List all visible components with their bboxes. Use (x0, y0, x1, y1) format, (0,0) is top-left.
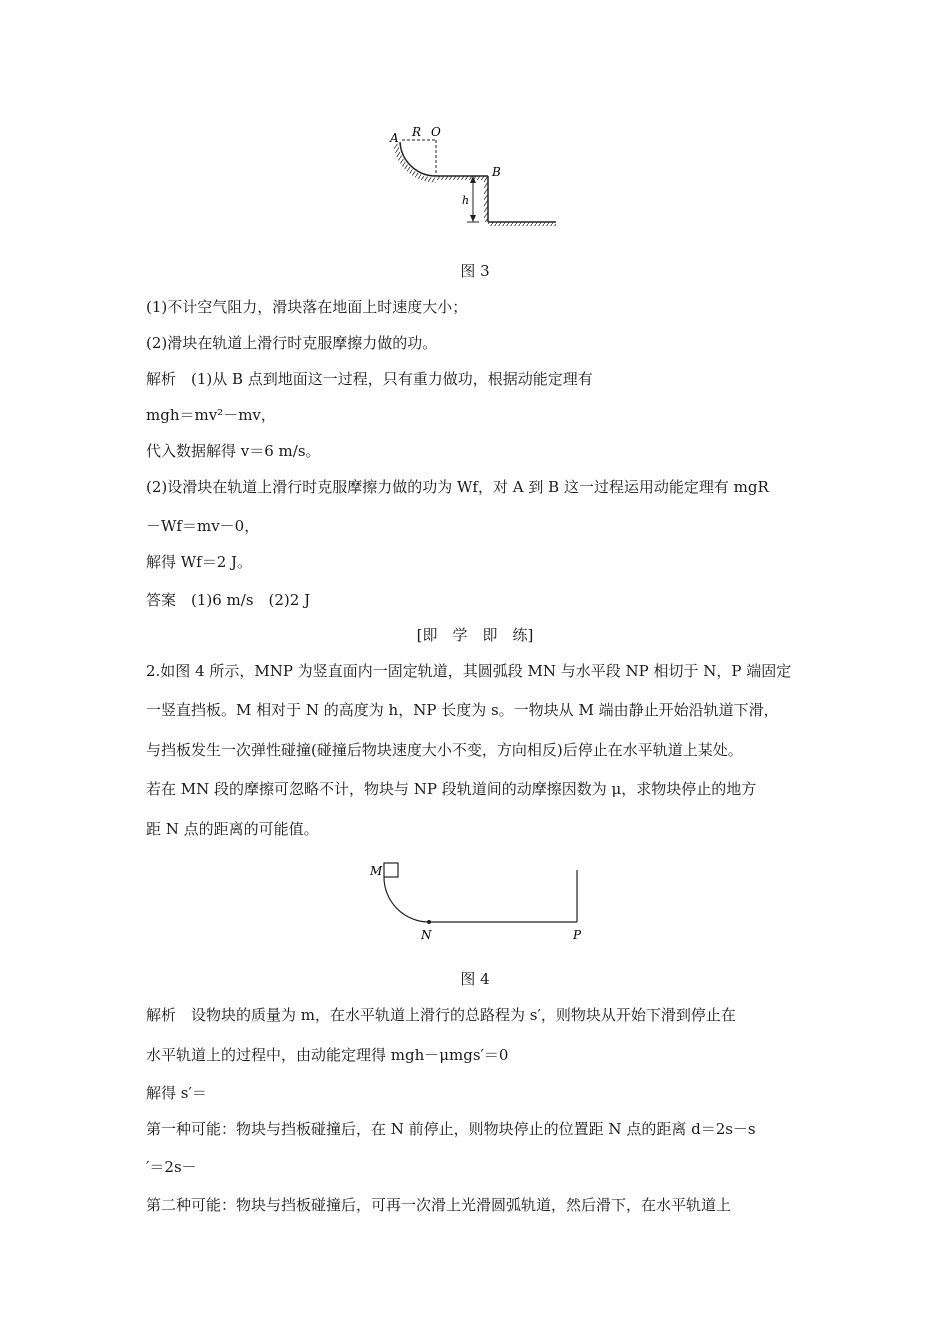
point-N (427, 920, 431, 924)
label-N: N (421, 928, 432, 942)
label-R: R (412, 125, 422, 139)
solution2-line5: ′＝2s－ (146, 1158, 197, 1176)
solution1-line2: mgh＝mv²－mv， (146, 406, 276, 424)
figure-4-caption: 图 4 (460, 970, 490, 988)
solution2-line2: 水平轨道上的过程中，由动能定理得 mgh－μmgs′＝0 (146, 1046, 509, 1064)
solution1-line3: 代入数据解得 v＝6 m/s。 (146, 442, 321, 460)
block (384, 863, 398, 877)
solution1-line5: －Wf＝mv－0， (146, 517, 260, 535)
figure-3-caption: 图 3 (460, 262, 490, 280)
question2-line2: 一竖直挡板。M 相对于 N 的高度为 h，NP 长度为 s。一物块从 M 端由静止开始沿轨道下滑， (146, 701, 779, 719)
label-A: A (390, 131, 399, 145)
label-M: M (370, 864, 383, 878)
question2-line1: 2.如图 4 所示，MNP 为竖直面内一固定轨道，其圆弧段 MN 与水平段 NP 相切于 N，P 端固定 (146, 662, 792, 680)
solution1-line4: (2)设滑块在轨道上滑行时克服摩擦力做的功为 Wf，对 A 到 B 这一过程运用动能定理有 mgR (146, 478, 769, 496)
label-P: P (573, 928, 582, 942)
solution1-line1: 解析 (1)从 B 点到地面这一过程，只有重力做功，根据动能定理有 (146, 370, 593, 388)
solution1-answer: 答案 (1)6 m/s (2)2 J (146, 591, 311, 609)
figure-3-diagram (0, 110, 950, 350)
solution1-line6: 解得 Wf＝2 J。 (146, 553, 253, 571)
figure-4-diagram (0, 855, 950, 955)
track-arc (400, 142, 436, 176)
label-h: h (462, 194, 470, 207)
question2-line4: 若在 MN 段的摩擦可忽略不计，物块与 NP 段轨道间的动摩擦因数为 μ，求物块停止的地方 (146, 780, 757, 798)
label-O: O (431, 125, 441, 139)
track-arc-hatching (396, 144, 436, 180)
cliff-hatching (484, 176, 488, 222)
ground-hatching (488, 222, 556, 226)
question1-part1: (1)不计空气阻力，滑块落在地面上时速度大小； (146, 298, 468, 316)
section-title: [即 学 即 练] (416, 626, 534, 644)
label-B: B (492, 165, 501, 179)
solution2-line6: 第二种可能：物块与挡板碰撞后，可再一次滑上光滑圆弧轨道，然后滑下，在水平轨道上 (146, 1196, 732, 1214)
solution2-line1: 解析 设物块的质量为 m，在水平轨道上滑行的总路程为 s′，则物块从开始下滑到停止在 (146, 1006, 736, 1024)
question2-line5: 距 N 点的距离的可能值。 (146, 820, 319, 838)
arc-MN (384, 877, 429, 922)
solution2-line3: 解得 s′＝ (146, 1084, 207, 1102)
arrow-head-down (470, 215, 476, 222)
track-horizontal-hatching (436, 176, 488, 180)
question2-line3: 与挡板发生一次弹性碰撞(碰撞后物块速度大小不变，方向相反)后停止在水平轨道上某处。 (146, 741, 743, 759)
solution2-line4: 第一种可能：物块与挡板碰撞后，在 N 前停止，则物块停止的位置距 N 点的距离 d＝2s－s (146, 1120, 756, 1138)
question1-part2: (2)滑块在轨道上滑行时克服摩擦力做的功。 (146, 334, 438, 352)
